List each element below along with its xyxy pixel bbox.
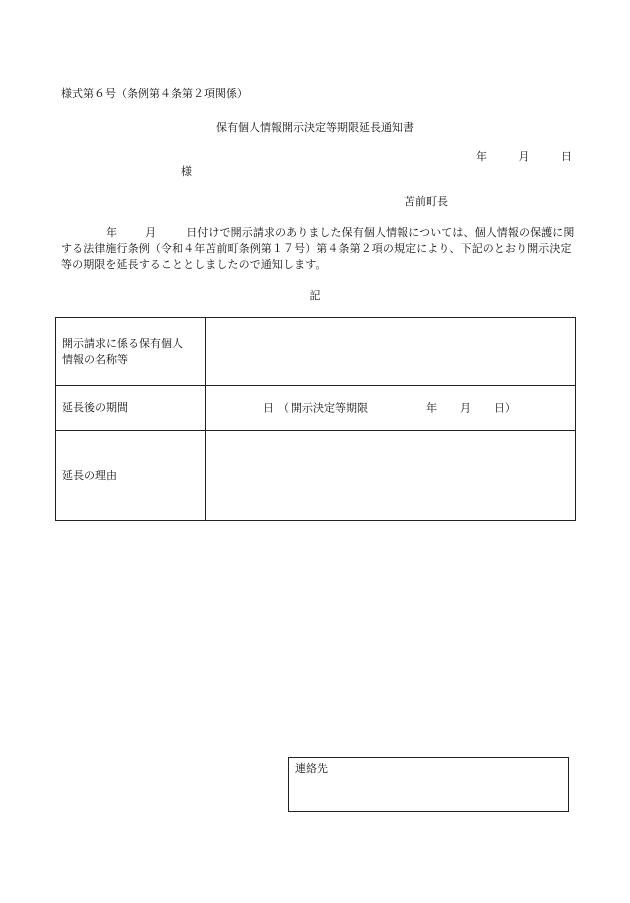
info-name-label-line1: 開示請求に係る保有個人 (62, 336, 183, 350)
table-row (56, 386, 576, 431)
recipient-suffix: 様 (181, 165, 192, 178)
ki-heading: 記 (309, 289, 321, 302)
extended-period-value-cell (206, 386, 576, 431)
info-name-label-cell (56, 318, 206, 386)
extension-reason-label: 延長の理由 (56, 431, 206, 521)
body-text: 日付けで開示請求のありました保有個人情報については、個人情報の保護に関する法律施行条例（令和４年苫前町条例第１７号）第４条第２項の規定により、下記のとおり開示決定等の期限を延長することとしましたので通知します。 (61, 226, 575, 271)
notice-body (61, 225, 577, 273)
form-number: 様式第６号（条例第４条第２項関係） (61, 87, 248, 100)
document-title: 保有個人情報開示決定等期限延長通知書 (216, 121, 414, 134)
table-row (56, 431, 576, 521)
date-year-unit: 年 (476, 150, 487, 163)
sender-name: 苫前町長 (404, 195, 448, 208)
info-name-value-cell (206, 318, 576, 386)
contact-box (288, 757, 569, 812)
contact-label: 連絡先 (295, 762, 328, 775)
body-year-unit: 年 (106, 226, 118, 239)
period-day-unit: 日 (263, 401, 274, 415)
date-day-unit: 日 (561, 150, 572, 163)
body-month-unit: 月 (145, 226, 157, 239)
deadline-year-unit: 年 (426, 401, 437, 415)
deadline-label: 開示決定等期限 (291, 401, 368, 415)
deadline-day-close: 日） (494, 401, 516, 415)
deadline-month-unit: 月 (460, 401, 471, 415)
extension-details-table (55, 317, 576, 521)
table-row (56, 318, 576, 386)
info-name-label-line2: 情報の名称等 (62, 352, 128, 366)
extended-period-label: 延長後の期間 (56, 386, 206, 431)
period-open-paren: （ (278, 401, 289, 415)
date-month-unit: 月 (518, 150, 530, 163)
issue-date-line (476, 150, 572, 163)
extension-reason-value-cell (206, 431, 576, 521)
extended-period-value (263, 401, 516, 414)
